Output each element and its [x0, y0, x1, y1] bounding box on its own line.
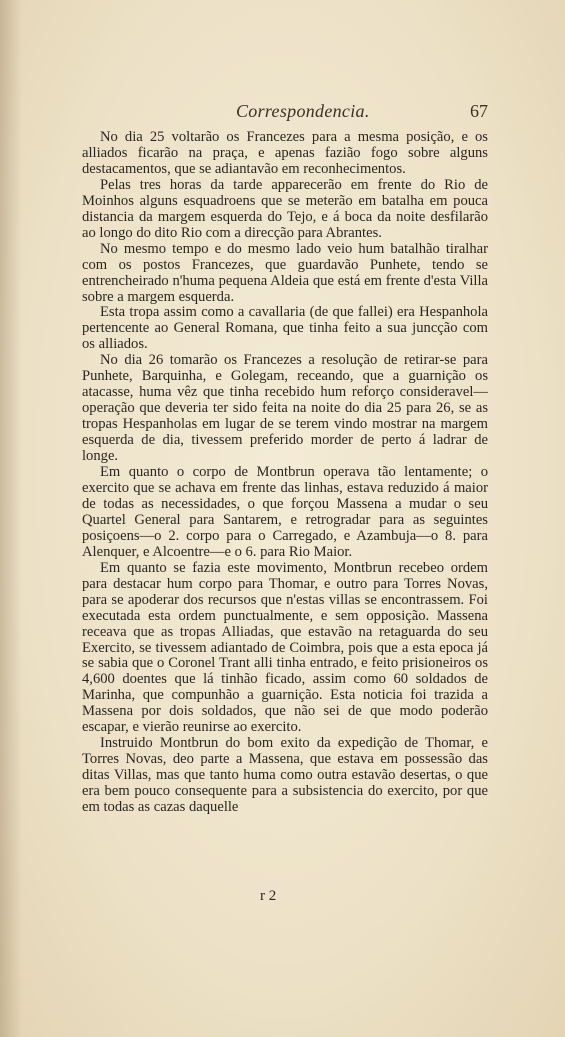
- paragraph: Instruido Montbrun do bom exito da expedição de Thomar, e Torres Novas, deo parte a Massena, que estava em possessão das ditas Villas, mas que tanto huma como outra estavão desertas, o que era bem pouco consequente para a subsistencia do exercito, por que em todas as cazas daquelle: [82, 735, 488, 816]
- paragraph: No mesmo tempo e do mesmo lado veio hum batalhão tiralhar com os postos Francezes, que guardavão Punhete, tendo se entrencheirado n'huma pequena Aldeia que está em frente d'esta Villa sobre a margem esquerda.: [82, 240, 488, 305]
- paragraph: No dia 25 voltarão os Francezes para a mesma posição, e os alliados ficarão na praça, e apenas fazião fogo sobre alguns destacamentos, que se adiantavão em reconhecimentos.: [82, 129, 488, 177]
- paragraph: Pelas tres horas da tarde apparecerão em frente do Rio de Moinhos alguns esquadroens que se meterão em batalha em pouca distancia da margem esquerda do Tejo, e á boca da noite desfilarão ao longo do dito Rio com a direcção para Abrantes.: [82, 176, 488, 241]
- paragraph: Em quanto o corpo de Montbrun operava tão lentamente; o exercito que se achava em frente das linhas, estava reduzido á maior de todas as necessidades, o que forçou Massena a mudar o seu Quartel General para Santarem, e retrogradar para as seguintes posiçoens—o 2. corpo para o Carregado, e Azambuja—o 8. para Alenquer, e Alcoentre—e o 6. para Rio Maior.: [82, 464, 488, 560]
- paragraph: Em quanto se fazia este movimento, Montbrun recebeo ordem para destacar hum corpo para Thomar, e outro para Torres Novas, para se apoderar dos recursos que n'estas villas se encontrassem. Foi executada esta ordem punctualmente, e sem opposição. Massena receava que as tropas Alliadas, que estavão na retaguarda do seu Exercito, se tivessem adiantado de Coimbra, pois que a esta epoca já se sabia que o Coronel Trant alli tinha entrado, e feito prisioneiros os 4,600 doentes que lá tinhão ficado, assim como 60 soldados de Marinha, que compunhão a guarnição. Esta noticia foi trazida a Massena por dois soldados, que não sei de que modo poderão escapar, e vierão reunirse ao exercito.: [82, 559, 488, 736]
- paragraph: No dia 26 tomarão os Francezes a resolução de retirar-se para Punhete, Barquinha, e Golegam, receando, que a guarnição os atacasse, huma vêz que tinha recebido hum reforço consideravel—operação que deveria ter sido feita na noite do dia 25 para 26, se as tropas Hespanholas em lugar de se terem vindo mostrar na margem esquerda de dia, tivessem preferido morder de perto á ladrar de longe.: [82, 352, 488, 465]
- running-title: Correspondencia.: [236, 101, 370, 121]
- signature-mark: r 2: [260, 888, 277, 904]
- page-number: 67: [470, 101, 488, 121]
- page-header: [82, 101, 488, 125]
- paragraph: Esta tropa assim como a cavallaria (de que fallei) era Hespanhola pertencente ao General Romana, que tinha feito a sua juncção com os alliados.: [82, 304, 488, 353]
- body-text: [82, 130, 488, 816]
